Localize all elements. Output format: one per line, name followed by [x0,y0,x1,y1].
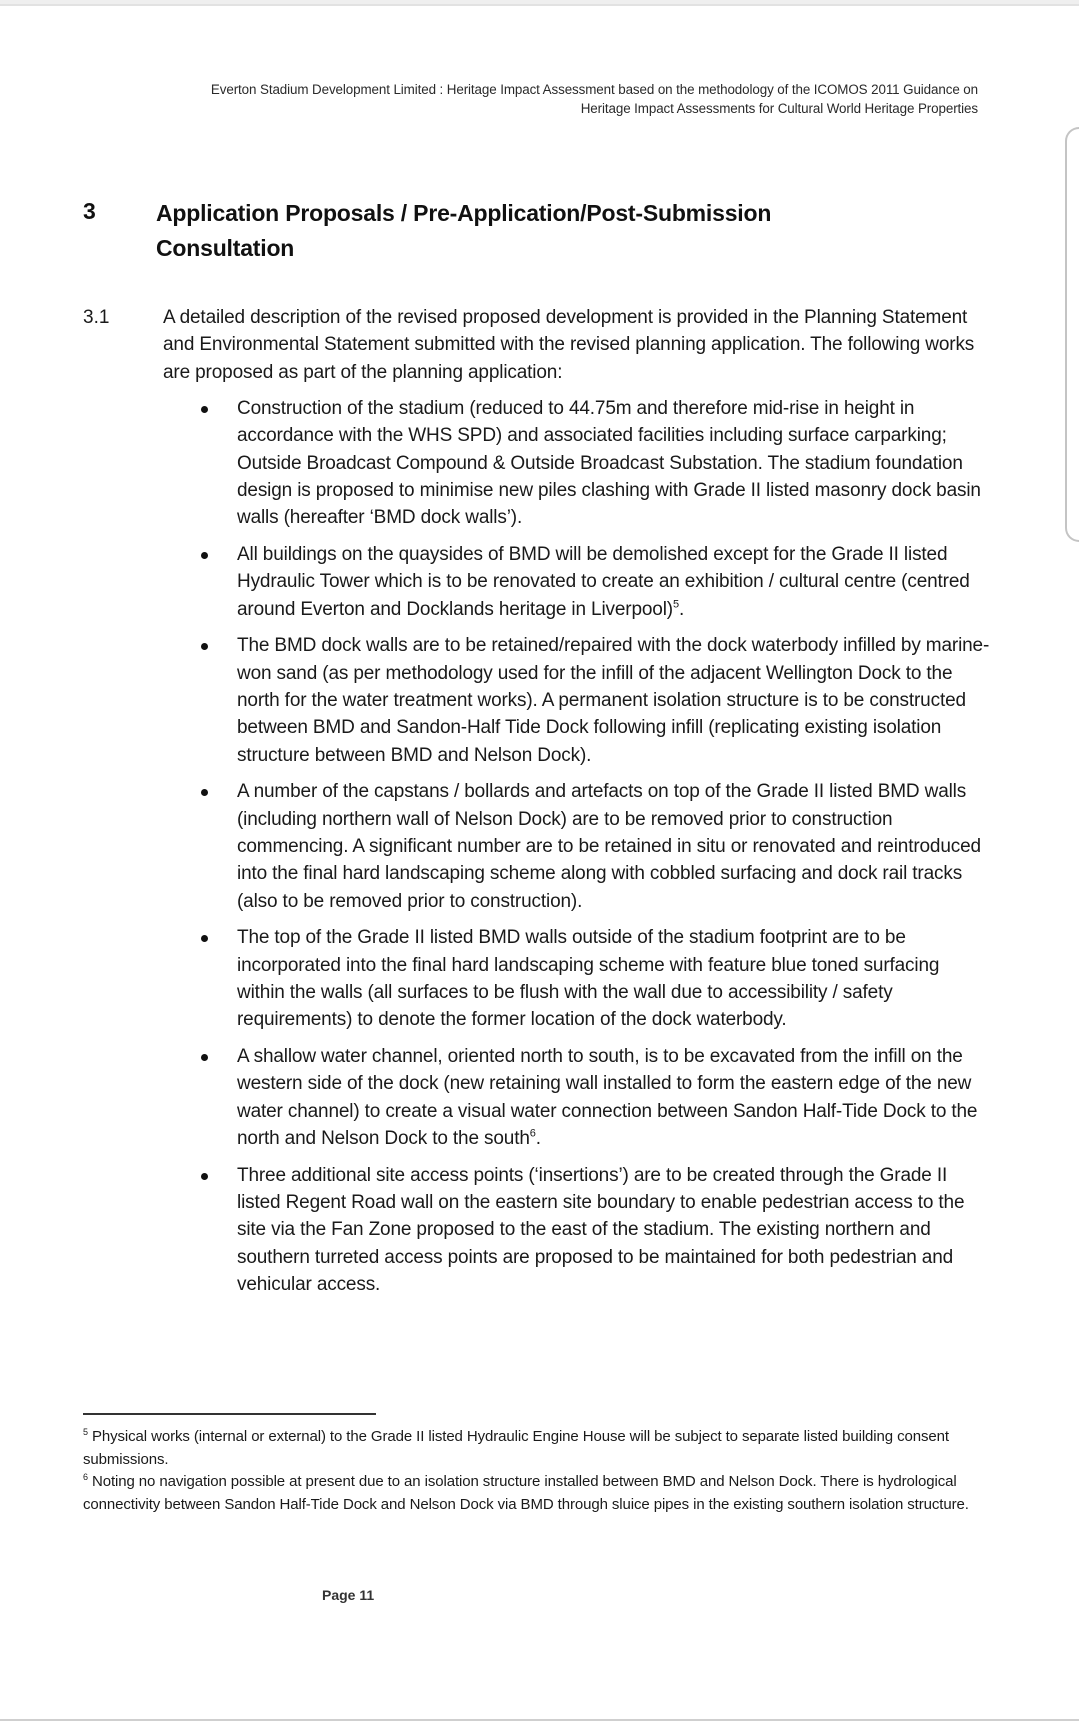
list-item-text: The top of the Grade II listed BMD walls outside of the stadium footprint are to be incorporated into the final hard landscaping scheme with feature blue toned surfacing within the walls (all surfaces to be flush with the wall due to accessibility / safety requirements) to denote the former location of the dock waterbody. [237,927,940,1031]
list-item-text: A shallow water channel, oriented north to south, is to be excavated from the infill on the western side of the dock (new retaining wall installed to form the eastern edge of the new water channel) to create a visual water connection between Sandon Half-Tide Dock to the north and Nelson Dock to the south [237,1046,978,1149]
bullet-icon [201,406,208,413]
side-panel-handle[interactable] [1065,127,1079,542]
footnote [83,1426,983,1471]
bullet-icon [201,1054,208,1061]
list-item [200,632,990,768]
list-item-text: Three additional site access points (‘insertions’) are to be created through the Grade II listed Regent Road wall on the eastern site boundary to enable pedestrian access to the site via the Fan Zone proposed to the east of the stadium. The existing northern and southern turreted access points are proposed to be maintained for both pedestrian and vehicular access. [237,1164,965,1295]
footnote-text: Noting no navigation possible at present due to an isolation structure installed between BMD and Nelson Dock. There is hydrological connectivity between Sandon Half-Tide Dock and Nelson Dock via BMD through sluice pipes in the existing southern isolation structure. [83,1473,969,1513]
list-item-text: All buildings on the quaysides of BMD will be demolished except for the Grade II listed Hydraulic Tower which is to be renovated to create an exhibition / cultural centre (centred around Everton and Docklands heritage in Liverpool) [237,543,970,620]
running-header [211,80,978,118]
footnote-text: Physical works (internal or external) to the Grade II listed Hydraulic Engine House will be subject to separate listed building consent submissions. [83,1428,949,1468]
paragraph-number: 3.1 [83,307,110,328]
footnote [83,1471,983,1516]
footnote-reference[interactable]: 5 [672,598,679,611]
viewer-top-bar [0,0,1079,6]
section-number: 3 [83,198,96,224]
list-item [200,1162,990,1298]
bullet-icon [201,1173,208,1180]
bullet-icon [201,643,208,650]
page-number: Page 11 [322,1587,375,1603]
bullet-icon [201,789,208,796]
running-header-line-1: Everton Stadium Development Limited : Heritage Impact Assessment based on the methodology of the ICOMOS 2011 Guidance on [210,82,978,97]
footnote-mark: 5 [83,1427,88,1437]
list-item-suffix: . [535,1127,541,1149]
running-header-line-2: Heritage Impact Assessments for Cultural World Heritage Properties [580,101,978,116]
bullet-icon [201,552,208,559]
list-item [200,1043,990,1152]
footnote-mark: 6 [83,1472,88,1482]
list-item-suffix: . [678,598,685,620]
list-item-text: Construction of the stadium (reduced to 44.75m and therefore mid-rise in height in accordance with the WHS SPD) and associated facilities including surface carparking; Outside Broadcast Compound & Outside Broadcast Substation. The stadium foundation design is proposed to minimise new piles clashing with Grade II listed masonry dock basin walls (hereafter ‘BMD dock walls’). [237,398,981,529]
bullet-icon [201,935,208,942]
footnotes [83,1426,983,1516]
list-item [200,778,990,914]
works-list [200,395,990,1308]
footnote-reference[interactable]: 6 [529,1127,536,1140]
list-item [200,541,990,623]
list-item [200,924,990,1033]
footnote-separator [83,1413,376,1415]
section-title: Application Proposals / Pre-Application/Post-Submission Consultation [156,200,772,261]
list-item-text: The BMD dock walls are to be retained/repaired with the dock waterbody infilled by marine-won sand (as per methodology used for the infill of the adjacent Wellington Dock to the north for the water treatment works). A permanent isolation structure is to be constructed between BMD and Sandon-Half Tide Dock following infill (replicating existing isolation structure between BMD and Nelson Dock). [237,635,990,766]
list-item [200,395,990,531]
paragraph-intro: A detailed description of the revised proposed development is provided in the Planning Statement and Environmental Statement submitted with the revised planning application. The following works are proposed as part of the planning application: [163,307,975,383]
list-item-text: A number of the capstans / bollards and artefacts on top of the Grade II listed BMD walls (including northern wall of Nelson Dock) are to be removed prior to construction commencing. A significant number are to be retained in situ or renovated and reintroduced into the final hard landscaping scheme along with cobbled surfacing and dock rail tracks (also to be removed prior to construction). [237,781,981,912]
